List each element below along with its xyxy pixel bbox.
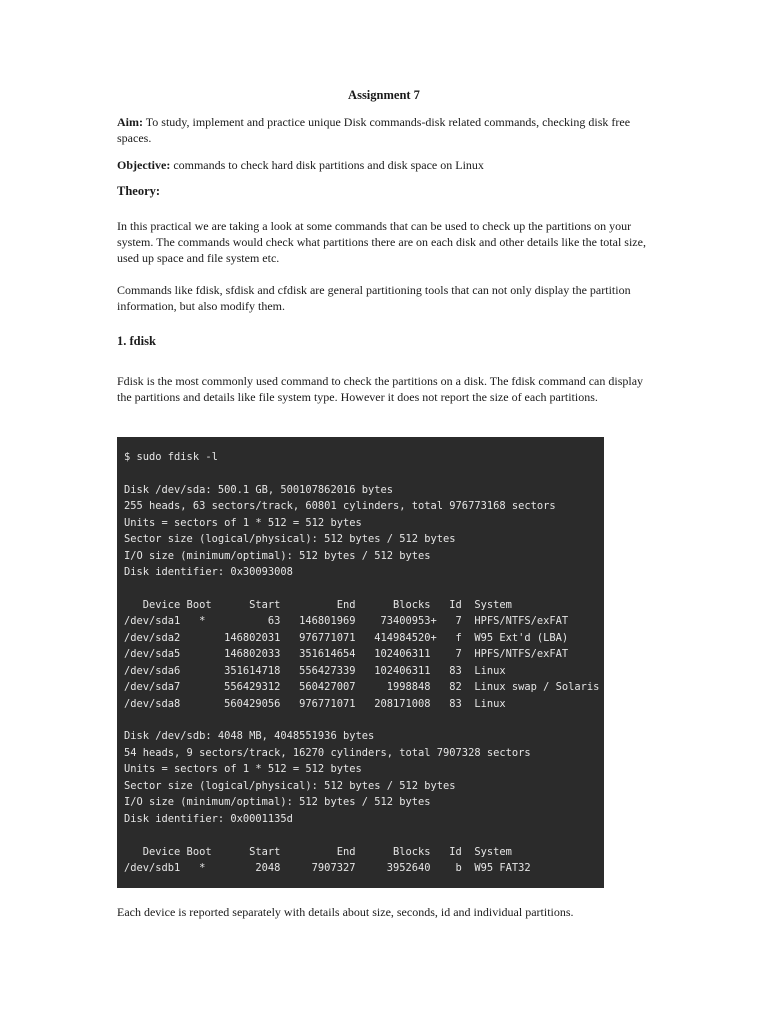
theory-paragraph-1: In this practical we are taking a look at some commands that can be used to check up the partitions on your system. The commands would check what partitions there are on each disk and other details like the total size, used up space and file system etc.	[117, 219, 646, 265]
terminal-line: 54 heads, 9 sectors/track, 16270 cylinders, total 7907328 sectors	[124, 746, 531, 759]
objective-paragraph	[117, 157, 657, 173]
terminal-line: Units = sectors of 1 * 512 = 512 bytes	[124, 516, 362, 529]
aim-paragraph	[117, 114, 657, 146]
terminal-line: /dev/sda6 351614718 556427339 102406311 83 Linux	[124, 664, 506, 677]
terminal-line: /dev/sda2 146802031 976771071 414984520+ f W95 Ext'd (LBA)	[124, 631, 569, 644]
terminal-line: /dev/sda1 * 63 146801969 73400953+ 7 HPFS/NTFS/exFAT	[124, 615, 569, 628]
aim-text: To study, implement and practice unique Disk commands-disk related commands, checking disk free spaces.	[117, 115, 631, 145]
objective-label: Objective:	[117, 158, 171, 172]
theory-paragraph-2: Commands like fdisk, sfdisk and cfdisk are general partitioning tools that can not only display the partition information, but also modify them.	[117, 283, 631, 313]
terminal-line: I/O size (minimum/optimal): 512 bytes / 512 bytes	[124, 796, 431, 809]
terminal-line	[124, 581, 597, 597]
terminal-line: Disk /dev/sdb: 4048 MB, 4048551936 bytes	[124, 730, 375, 743]
terminal-line: Disk identifier: 0x0001135d	[124, 812, 293, 825]
closing-paragraph: Each device is reported separately with details about size, seconds, id and individual partitions.	[117, 905, 574, 919]
terminal-line	[124, 465, 597, 481]
terminal-line	[124, 827, 597, 843]
terminal-line: Disk identifier: 0x30093008	[124, 566, 293, 579]
terminal-line: Sector size (logical/physical): 512 bytes / 512 bytes	[124, 533, 456, 546]
terminal-output-block	[117, 437, 604, 888]
section-heading-fdisk: 1. fdisk	[117, 334, 156, 348]
terminal-line: Sector size (logical/physical): 512 bytes / 512 bytes	[124, 779, 456, 792]
aim-label: Aim:	[117, 115, 143, 129]
terminal-line: /dev/sda7 556429312 560427007 1998848 82 Linux swap / Solaris	[124, 681, 600, 694]
objective-text: commands to check hard disk partitions and disk space on Linux	[170, 158, 484, 172]
terminal-line: Device Boot Start End Blocks Id System	[124, 598, 512, 611]
terminal-line: $ sudo fdisk -l	[124, 451, 218, 463]
fdisk-paragraph: Fdisk is the most commonly used command to check the partitions on a disk. The fdisk command can display the partitions and details like file system type. However it does not report the size of each partitions.	[117, 374, 644, 404]
terminal-line: /dev/sdb1 * 2048 7907327 3952640 b W95 FAT32	[124, 861, 531, 874]
terminal-line: Disk /dev/sda: 500.1 GB, 500107862016 bytes	[124, 483, 393, 496]
terminal-line: 255 heads, 63 sectors/track, 60801 cylinders, total 976773168 sectors	[124, 500, 556, 513]
page-title: Assignment 7	[348, 88, 420, 102]
terminal-line: I/O size (minimum/optimal): 512 bytes / 512 bytes	[124, 549, 431, 562]
terminal-line	[124, 712, 597, 728]
terminal-line: /dev/sda5 146802033 351614654 102406311 7 HPFS/NTFS/exFAT	[124, 648, 569, 661]
terminal-line: /dev/sda8 560429056 976771071 208171008 83 Linux	[124, 697, 506, 710]
terminal-line: Units = sectors of 1 * 512 = 512 bytes	[124, 763, 362, 776]
theory-heading: Theory:	[117, 184, 161, 198]
terminal-line: Device Boot Start End Blocks Id System	[124, 845, 512, 858]
